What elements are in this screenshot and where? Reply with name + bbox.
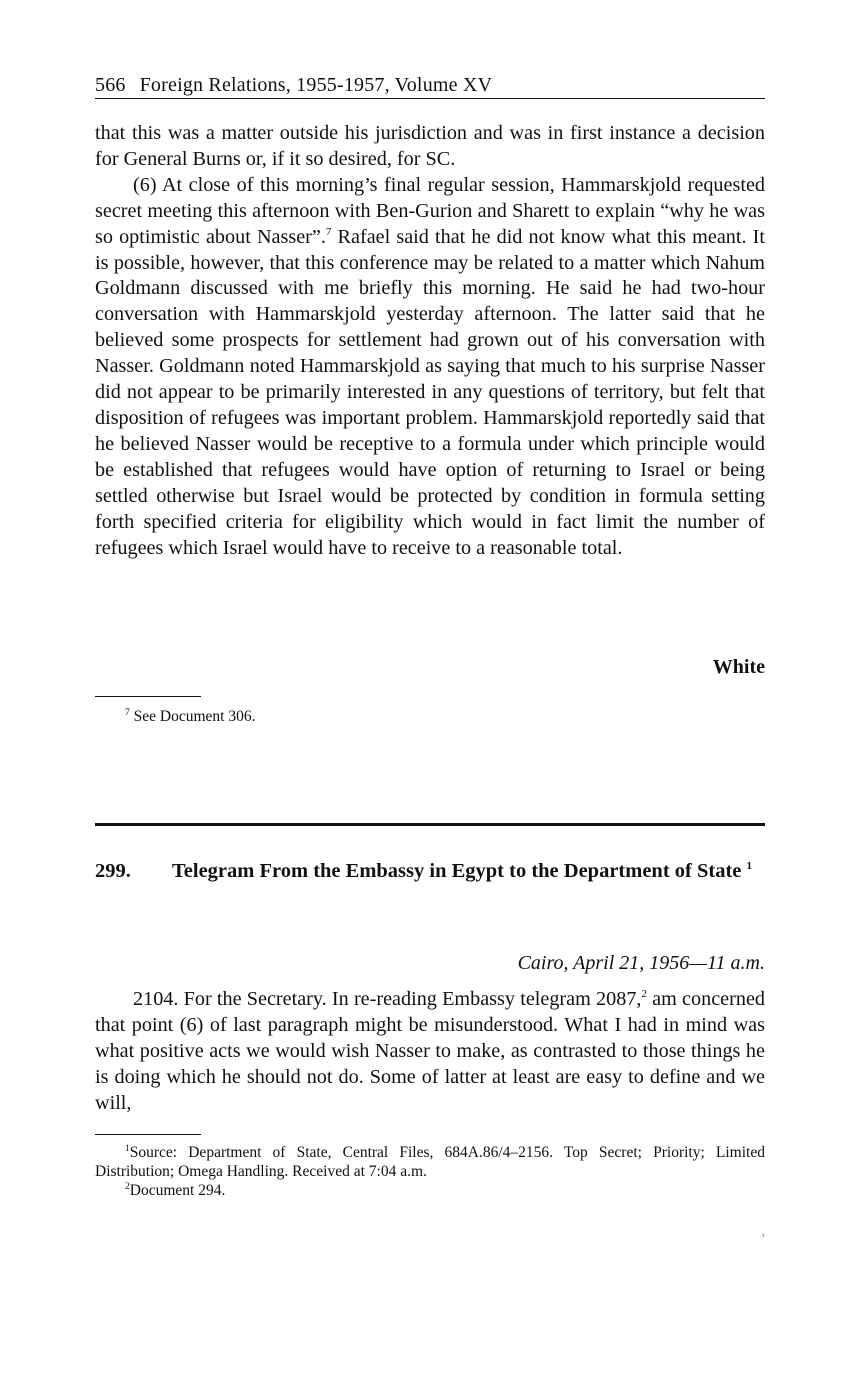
footnote-text: Source: Department of State, Central Files, 684A.86/4–2156. Top Secret; Priority; Limited Distribution; Omega Handling. Received at 7:04 a.m. [95, 1144, 765, 1180]
paragraph-six-part-1: (6) At close of this morning’s final regular session, Hammarskjold requested secret meeting this afternoon with Ben-Gurion and Sharett to explain “why he was so optimistic about Nasser”. [95, 173, 765, 248]
footnotes-top [95, 707, 765, 726]
scan-mark: , [762, 1224, 765, 1238]
document-body [95, 987, 765, 1117]
document-heading [95, 858, 765, 884]
running-title: Foreign Relations, 1955-1957, Volume XV [139, 74, 493, 96]
paragraph-six-part-2: Rafael said that he did not know what this meant. It is possible, however, that this conference may be related to a matter which Nahum Goldmann discussed with me briefly this morning. He said he had two-hour conversation with Hammarskjold yesterday afternoon. The latter said that he believed some prospects for settlement had grown out of his conversation with Nasser. Goldmann noted Hammarskjold as saying that much to his surprise Nasser did not appear to be primarily interested in any questions of territory, but felt that disposition of refugees was important problem. Hammarskjold reportedly said that he believed Nasser would be receptive to a formula under which principle would be established that refugees would have option of returning to Israel or being settled otherwise but Israel would be protected by condition in formula setting forth specified criteria for eligibility which would in fact limit the number of refugees which Israel would have to receive to a reasonable total. [95, 225, 765, 559]
footnote-mark: 1 [125, 1144, 130, 1154]
footnote-rule [95, 696, 201, 697]
document-title-text: Telegram From the Embassy in Egypt to the Department of State [172, 860, 742, 882]
page-number: 566 [95, 74, 126, 96]
continued-text [95, 121, 765, 561]
dateline: Cairo, April 21, 1956—11 a.m. [517, 952, 765, 974]
footnote [95, 1181, 765, 1200]
document-title [172, 858, 765, 884]
footnote-ref-1: 1 [746, 860, 753, 872]
footnote-text: Document 294. [129, 1182, 226, 1199]
footnote-ref-7: 7 [325, 225, 332, 238]
section-divider [95, 823, 765, 826]
body-part-2: am concerned that point (6) of last paragraph might be misunderstood. What I had in mind was what positive acts we would wish Nasser to make, as contrasted to those things he is doing which he should not do. Some of latter at least are easy to define and we will, [95, 988, 765, 1114]
footnote-ref-2: 2 [641, 988, 647, 1000]
footnote [95, 1143, 765, 1181]
body-paragraph [95, 987, 765, 1117]
running-header [95, 72, 765, 99]
footnote-mark: 2 [125, 1182, 130, 1192]
paragraph-six [95, 173, 765, 562]
footnote-text: See Document 306. [133, 708, 256, 725]
body-part-1: 2104. For the Secretary. In re-reading Embassy telegram 2087, [133, 988, 642, 1010]
signature: White [712, 656, 765, 678]
footnotes-bottom [95, 1143, 765, 1200]
continued-paragraph: that this was a matter outside his jurisdiction and was in first instance a decision for General Burns or, if it so desired, for SC. [95, 122, 765, 170]
document-number: 299. [95, 860, 131, 882]
footnote [95, 707, 765, 726]
footnote-rule [95, 1134, 201, 1135]
footnote-mark: 7 [125, 708, 130, 718]
